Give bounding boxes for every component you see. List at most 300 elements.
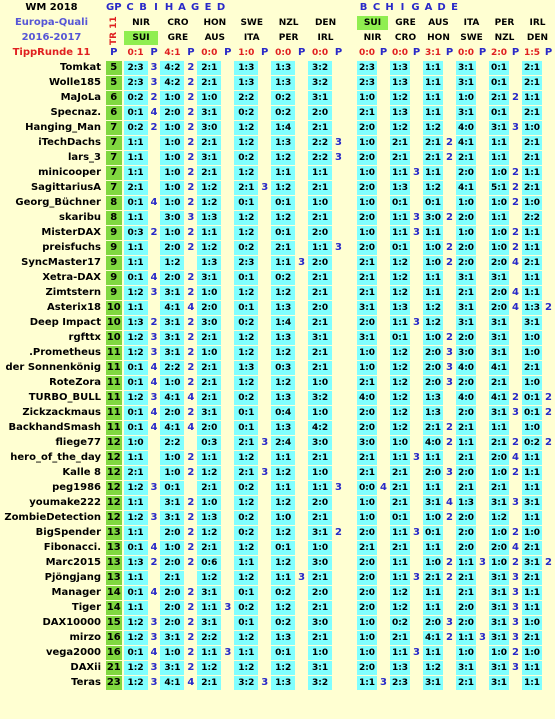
player-row <box>2 466 553 480</box>
tip-score: 1:0 <box>160 466 184 480</box>
player-row <box>2 421 553 435</box>
tip-points <box>223 211 232 225</box>
tip-points <box>445 76 454 90</box>
tip-points: 3 <box>446 377 453 388</box>
tip-score: 2:0 <box>457 543 475 553</box>
tip-score: 3:1 <box>490 663 508 673</box>
tip-points <box>260 151 269 165</box>
tip-score: 2:0 <box>358 243 376 253</box>
tip-score: 3:1 <box>197 406 221 420</box>
player-total: 12 <box>106 437 121 448</box>
tip-points <box>544 421 553 435</box>
tip-score: 1:0 <box>490 528 508 538</box>
tip-score: 2:3 <box>234 256 258 270</box>
tip-score: 3:1 <box>160 661 184 675</box>
player-name: vega2000 <box>45 647 101 658</box>
tip-score: 2:3 <box>124 61 148 75</box>
tip-points: 2 <box>446 137 453 148</box>
tip-points <box>297 181 306 195</box>
tip-points <box>150 451 159 465</box>
tip-points <box>297 646 306 660</box>
tip-points: 4 <box>380 482 387 493</box>
tip-score: 1:1 <box>197 451 221 465</box>
tip-points: 3 <box>512 497 519 508</box>
tip-score: 2:1 <box>197 76 221 90</box>
tip-points <box>223 121 232 135</box>
tip-points <box>334 61 343 75</box>
points-marker: P <box>511 47 520 58</box>
tip-points <box>478 301 487 315</box>
tip-score: 1:3 <box>271 331 295 345</box>
tip-score: 1:1 <box>523 228 541 238</box>
tip-points <box>379 106 388 120</box>
player-total: 10 <box>106 302 121 313</box>
tip-score: 2:1 <box>308 211 332 225</box>
player-total: 11 <box>106 362 121 373</box>
tip-points: 2 <box>187 347 195 358</box>
player-name: mirzo <box>69 632 101 643</box>
tip-score: 1:2 <box>271 556 295 570</box>
tip-points: 4 <box>150 647 158 658</box>
tip-score: 1:3 <box>271 301 295 315</box>
tip-score: 1:2 <box>124 616 148 630</box>
tip-points <box>297 136 306 150</box>
player-total: 14 <box>106 587 121 598</box>
player-name: Zimtstern <box>45 287 101 298</box>
tip-score: 2:0 <box>457 213 475 223</box>
tip-score: 2:1 <box>391 483 409 493</box>
tip-score: 1:0 <box>160 181 184 195</box>
tip-score: 4:1 <box>160 391 184 405</box>
tip-points <box>544 91 553 105</box>
tip-score: 0:4 <box>271 406 295 420</box>
player-row <box>2 196 553 210</box>
spacer <box>345 421 355 435</box>
tip-score: 2:0 <box>358 213 376 223</box>
tip-score: 1:1 <box>424 588 442 598</box>
tip-score: 1:1 <box>308 241 332 255</box>
tip-points <box>297 211 306 225</box>
tip-points <box>334 391 343 405</box>
tip-points <box>334 196 343 210</box>
tip-points <box>478 451 487 465</box>
tip-points <box>412 256 421 270</box>
team-header: SUI <box>357 16 388 30</box>
spacer <box>345 496 355 510</box>
player-name: preisfuchs <box>42 242 101 253</box>
tip-points <box>478 646 487 660</box>
tip-points: 2 <box>187 497 195 508</box>
group-letter: C <box>372 2 381 13</box>
player-row <box>2 616 553 630</box>
tip-score: 1:0 <box>308 196 332 210</box>
spacer <box>345 586 355 600</box>
tip-score: 1:1 <box>391 528 409 538</box>
player-name: fliege77 <box>55 437 101 448</box>
tip-points <box>297 631 306 645</box>
tip-score: 3:1 <box>308 661 332 675</box>
tip-points <box>379 151 388 165</box>
tip-score: 1:1 <box>523 513 541 523</box>
tip-score: 3:1 <box>490 348 508 358</box>
tip-score: 2:1 <box>523 183 541 193</box>
player-name: BigSpender <box>35 527 101 538</box>
tip-points <box>478 316 487 330</box>
tip-score: 3:1 <box>424 678 442 688</box>
player-row <box>2 391 553 405</box>
tip-score: 1:2 <box>234 121 258 135</box>
tip-points <box>297 511 306 525</box>
points-marker: P <box>297 47 306 58</box>
tip-points <box>223 616 232 630</box>
match-result: 2:0 <box>490 48 508 58</box>
tip-points <box>223 481 232 495</box>
player-name: Asterix18 <box>47 302 101 313</box>
player-row <box>2 511 553 525</box>
tip-points <box>260 661 269 675</box>
tip-score: 2:3 <box>358 63 376 73</box>
tip-score: 2:0 <box>457 168 475 178</box>
tip-score: 1:1 <box>424 63 442 73</box>
tip-score: 2:1 <box>457 423 475 433</box>
tip-score: 2:4 <box>271 436 295 450</box>
tip-points: 2 <box>187 62 195 73</box>
tip-points: 3 <box>261 677 269 688</box>
player-name: Hanging_Man <box>25 122 101 133</box>
tip-points: 2 <box>187 662 195 673</box>
player-name: RoteZora <box>49 377 101 388</box>
tip-points: 2 <box>150 227 158 238</box>
tip-score: 0:1 <box>234 586 258 600</box>
tip-score: 1:0 <box>308 406 332 420</box>
tip-points <box>260 421 269 435</box>
tip-points: 3 <box>512 407 519 418</box>
tip-score: 1:2 <box>124 286 148 300</box>
tip-score: 1:0 <box>358 363 376 373</box>
spacer <box>345 136 355 150</box>
tip-score: 1:0 <box>308 541 332 555</box>
tip-points <box>260 301 269 315</box>
tip-score: 4:1 <box>160 421 184 435</box>
tip-score: 2:1 <box>197 391 221 405</box>
tip-score: 0:1 <box>271 646 295 660</box>
tip-points <box>379 91 388 105</box>
tip-points <box>334 181 343 195</box>
tip-score: 2:0 <box>490 543 508 553</box>
tip-score: 0:1 <box>490 78 508 88</box>
tip-score: 1:1 <box>197 646 221 660</box>
tip-points <box>478 601 487 615</box>
tip-score: 3:1 <box>523 498 541 508</box>
tip-points <box>334 616 343 630</box>
tip-points <box>223 586 232 600</box>
tip-score: 1:0 <box>160 451 184 465</box>
tip-points <box>412 181 421 195</box>
tip-points: 3 <box>335 137 343 148</box>
player-total: 12 <box>106 482 121 493</box>
tip-score: 2:1 <box>457 453 475 463</box>
tip-points <box>544 181 553 195</box>
spacer <box>345 511 355 525</box>
tip-points <box>478 676 487 690</box>
tip-score: 1:2 <box>160 256 184 270</box>
tip-score: 0:0 <box>358 483 376 493</box>
spacer <box>345 541 355 555</box>
player-row <box>2 406 553 420</box>
player-row <box>2 181 553 195</box>
match-result: 0:0 <box>358 48 376 58</box>
tip-points <box>478 241 487 255</box>
tip-points <box>297 391 306 405</box>
tip-points <box>445 286 454 300</box>
tip-points <box>223 511 232 525</box>
tip-score: 2:0 <box>358 123 376 133</box>
tip-points <box>223 376 232 390</box>
tip-points <box>544 151 553 165</box>
spacer <box>345 181 355 195</box>
group-letter: I <box>154 2 158 13</box>
team-header: DEN <box>308 16 343 30</box>
tip-score: 0:1 <box>124 646 148 660</box>
tip-points <box>297 271 306 285</box>
tip-score: 2:0 <box>358 423 376 433</box>
tip-score: 0:1 <box>124 541 148 555</box>
tip-points <box>379 76 388 90</box>
tip-score: 1:1 <box>234 646 258 660</box>
tip-score: 1:1 <box>391 213 409 223</box>
group-letters-right <box>357 1 553 15</box>
tip-points: 2 <box>512 437 519 448</box>
tip-score: 1:3 <box>271 421 295 435</box>
tip-points <box>223 271 232 285</box>
tip-points <box>297 91 306 105</box>
spacer <box>345 466 355 480</box>
tip-score: 2:1 <box>197 676 221 690</box>
tip-points <box>412 301 421 315</box>
player-name: peg1986 <box>52 482 101 493</box>
tip-points: 4 <box>512 287 519 298</box>
team-header: NIR <box>124 16 159 30</box>
tip-score: 3:1 <box>457 63 475 73</box>
tip-points <box>223 346 232 360</box>
tip-points: 3 <box>446 362 453 373</box>
tip-score: 1:1 <box>124 571 148 585</box>
tip-points <box>544 676 553 690</box>
tip-score: 1:3 <box>424 408 442 418</box>
tip-score: 3:1 <box>490 633 508 643</box>
tip-score: 1:1 <box>124 526 148 540</box>
team-header: HON <box>197 16 232 30</box>
player-total: 12 <box>106 467 121 478</box>
tip-score: 1:0 <box>358 513 376 523</box>
tip-points <box>223 361 232 375</box>
player-row <box>2 226 553 240</box>
tip-score: 2:1 <box>490 483 508 493</box>
tip-score: 0:1 <box>490 63 508 73</box>
player-row <box>2 496 553 510</box>
match-result: 1:5 <box>523 48 541 58</box>
tip-points <box>412 346 421 360</box>
tip-points <box>150 211 159 225</box>
tip-score: 1:3 <box>197 511 221 525</box>
tip-points: 2 <box>187 107 195 118</box>
tip-points <box>379 586 388 600</box>
tip-score: 1:2 <box>124 391 148 405</box>
tip-points <box>511 76 520 90</box>
tip-points: 2 <box>512 197 519 208</box>
tip-score: 0:1 <box>234 421 258 435</box>
tip-points <box>334 301 343 315</box>
tip-score: 1:0 <box>358 198 376 208</box>
tip-points: 2 <box>187 467 195 478</box>
tip-points <box>445 541 454 555</box>
tip-points: 4 <box>512 452 519 463</box>
tip-score: 2:1 <box>490 93 508 103</box>
tip-points: 2 <box>187 587 195 598</box>
tip-score: 1:0 <box>124 436 148 450</box>
tip-score: 2:1 <box>358 453 376 463</box>
tip-points <box>297 286 306 300</box>
competition-name: Europa-Quali <box>14 17 89 28</box>
tip-points <box>223 661 232 675</box>
tip-score: 2:1 <box>457 573 475 583</box>
tip-points <box>260 586 269 600</box>
tip-points <box>150 601 159 615</box>
tip-points <box>297 496 306 510</box>
tip-points <box>478 271 487 285</box>
spacer <box>345 241 355 255</box>
tip-score: 1:3 <box>197 256 221 270</box>
spacer <box>345 376 355 390</box>
tip-points <box>334 631 343 645</box>
spacer <box>345 676 355 690</box>
tip-points: 2 <box>512 92 519 103</box>
tip-points <box>544 61 553 75</box>
tip-points <box>260 406 269 420</box>
group-letter: B <box>139 2 147 13</box>
tip-score: 3:1 <box>308 331 332 345</box>
tip-points <box>544 316 553 330</box>
tip-points <box>544 361 553 375</box>
points-marker: P <box>379 47 388 58</box>
tip-score: 1:2 <box>424 123 442 133</box>
match-result: 3:1 <box>424 48 442 58</box>
tip-score: 2:1 <box>234 181 258 195</box>
tip-score: 1:0 <box>490 168 508 178</box>
tip-score: 2:0 <box>424 378 442 388</box>
player-total: 8 <box>106 196 122 210</box>
tip-points <box>478 511 487 525</box>
tip-points: 2 <box>446 572 453 583</box>
tip-points <box>412 106 421 120</box>
player-total: 5 <box>106 61 122 75</box>
tip-points <box>544 211 553 225</box>
tip-score: 1:1 <box>358 678 376 688</box>
tip-points <box>511 271 520 285</box>
tip-score: 1:1 <box>124 301 148 315</box>
tip-score: 1:2 <box>424 663 442 673</box>
tip-score: 0:3 <box>271 361 295 375</box>
tip-score: 1:1 <box>424 288 442 298</box>
player-row <box>2 571 553 585</box>
tip-score: 4:2 <box>160 76 184 90</box>
tip-points: 4 <box>150 107 158 118</box>
tip-score: 2:2 <box>523 213 541 223</box>
team-header: SWE <box>456 31 487 45</box>
tip-score: 1:3 <box>271 631 295 645</box>
tip-points <box>511 151 520 165</box>
tip-score: 1:3 <box>424 393 442 403</box>
tip-score: 2:1 <box>160 571 184 585</box>
tip-score: 2:0 <box>160 526 184 540</box>
tip-score: 1:2 <box>234 346 258 360</box>
tip-points: 2 <box>512 392 519 403</box>
tip-score: 1:1 <box>490 138 508 148</box>
tip-points: 2 <box>150 92 158 103</box>
tip-points <box>260 256 269 270</box>
tip-score: 4:1 <box>490 363 508 373</box>
tip-points: 3 <box>150 482 158 493</box>
tip-points: 2 <box>512 557 519 568</box>
tip-points: 2 <box>512 167 519 178</box>
player-total: 7 <box>106 121 122 135</box>
tip-points <box>544 526 553 540</box>
match-result: 0:0 <box>391 48 409 58</box>
spacer <box>345 571 355 585</box>
tip-points: 2 <box>187 272 195 283</box>
tip-points <box>297 196 306 210</box>
tip-score: 3:1 <box>457 303 475 313</box>
tip-score: 1:2 <box>234 286 258 300</box>
tip-points <box>260 451 269 465</box>
tip-points: 2 <box>187 77 195 88</box>
tip-points <box>412 331 421 345</box>
tip-score: 1:3 <box>391 663 409 673</box>
tip-score: 2:0 <box>308 586 332 600</box>
player-total: 13 <box>106 542 121 553</box>
tip-points <box>379 391 388 405</box>
tip-points <box>478 496 487 510</box>
tip-points: 2 <box>446 212 453 223</box>
tip-score: 1:2 <box>391 423 409 433</box>
tip-score: 4:1 <box>457 138 475 148</box>
tip-points <box>223 241 232 255</box>
tip-score: 2:0 <box>457 378 475 388</box>
tip-score: 1:0 <box>424 243 442 253</box>
tip-points: 4 <box>512 257 519 268</box>
tip-score: 1:1 <box>271 481 295 495</box>
tip-score: 3:1 <box>490 588 508 598</box>
player-name: TURBO_BULL <box>28 392 101 403</box>
spacer <box>345 316 355 330</box>
tip-score: 1:1 <box>391 558 409 568</box>
spacer <box>345 271 355 285</box>
tip-score: 2:0 <box>160 601 184 615</box>
tip-score: 1:3 <box>391 63 409 73</box>
tip-points <box>260 166 269 180</box>
tip-score: 0:1 <box>523 393 541 403</box>
tip-points: 2 <box>446 422 453 433</box>
tip-points: 4 <box>512 302 519 313</box>
match-result: 4:1 <box>160 46 184 60</box>
tip-score: 2:0 <box>308 256 332 270</box>
tip-points <box>544 511 553 525</box>
tip-points <box>379 556 388 570</box>
tip-points <box>544 646 553 660</box>
tip-score: 4:0 <box>457 363 475 373</box>
player-total: 7 <box>106 181 122 195</box>
tip-score: 0:2 <box>234 481 258 495</box>
